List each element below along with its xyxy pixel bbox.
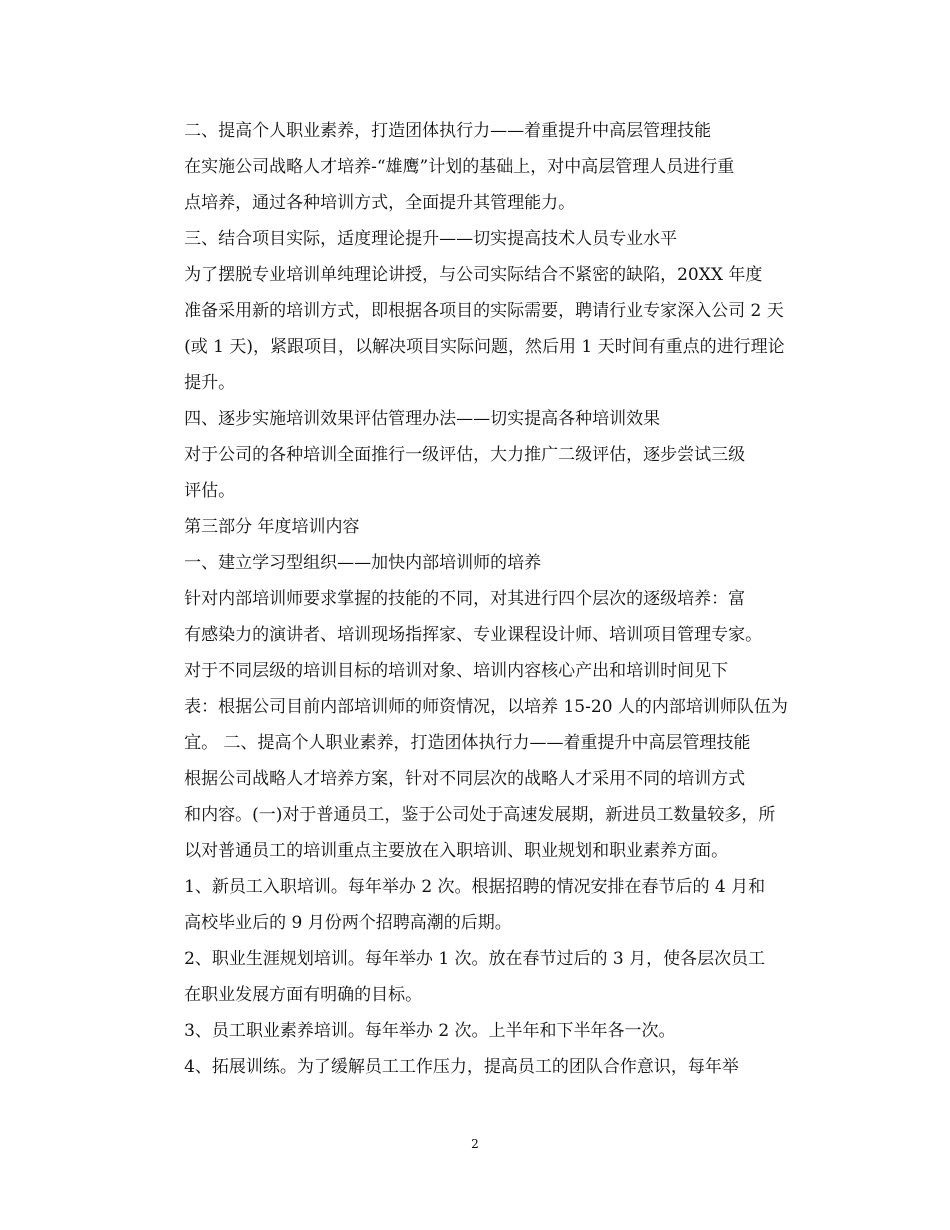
paragraph [145,1049,810,1085]
text-line: 点培养，通过各种培训方式，全面提升其管理能力。 [184,193,576,213]
paragraph [145,509,810,545]
text-line: 四、逐步实施培训效果评估管理办法——切实提高各种培训效果 [184,409,661,429]
text-line: 2、职业生涯规划培训。每年举办 1 次。放在春节过后的 3 月，使各层次员工 [184,949,766,969]
page-number: 2 [471,1137,479,1151]
text-line: 宜。 二、提高个人职业素养，打造团体执行力——着重提升中高层管理技能 [184,733,751,753]
text-line: 在职业发展方面有明确的目标。 [184,985,423,1005]
paragraph [145,437,810,509]
text-line: 表：根据公司目前内部培训师的师资情况，以培养 15-20 人的内部培训师队伍为 [184,697,788,717]
text-line: 对于不同层级的培训目标的培训对象、培训内容核心产出和培训时间见下 [184,661,729,681]
text-line: 1、新员工入职培训。每年举办 2 次。根据招聘的情况安排在春节后的 4 月和 [184,877,766,897]
paragraph [145,401,810,437]
text-line: 在实施公司战略人才培养-“雄鹰”计划的基础上，对中高层管理人员进行重 [184,157,735,177]
text-line: 以对普通员工的培训重点主要放在入职培训、职业规划和职业素养方面。 [184,841,729,861]
text-line: 提升。 [184,373,236,393]
text-line: 二、提高个人职业素养，打造团体执行力——着重提升中高层管理技能 [184,121,712,141]
paragraph [145,545,810,581]
text-line: 评估。 [184,481,236,501]
paragraph [145,1013,810,1049]
paragraph [145,941,810,1013]
text-line: 4、拓展训练。为了缓解员工工作压力，提高员工的团队合作意识，每年举 [184,1057,739,1077]
paragraph [145,869,810,941]
text-line: (或 1 天)，紧跟项目，以解决项目实际问题，然后用 1 天时间有重点的进行理论 [184,337,785,357]
paragraph [145,653,810,761]
document-body [145,113,810,1085]
text-line: 根据公司战略人才培养方案，针对不同层次的战略人才采用不同的培训方式 [184,769,746,789]
paragraph [145,113,810,149]
text-line: 一、建立学习型组织——加快内部培训师的培养 [184,553,542,573]
text-line: 三、结合项目实际，适度理论提升——切实提高技术人员专业水平 [184,229,678,249]
text-line: 和内容。(一)对于普通员工，鉴于公司处于高速发展期，新进员工数量较多，所 [184,805,776,825]
paragraph [145,149,810,221]
paragraph [145,581,810,653]
text-line: 高校毕业后的 9 月份两个招聘高潮的后期。 [184,913,512,933]
text-line: 准备采用新的培训方式，即根据各项目的实际需要，聘请行业专家深入公司 2 天 [184,301,784,321]
paragraph [145,761,810,869]
paragraph [145,221,810,257]
paragraph [145,257,810,401]
text-line: 第三部分 年度培训内容 [184,517,360,537]
text-line: 有感染力的演讲者、培训现场指挥家、专业课程设计师、培训项目管理专家。 [184,625,763,645]
text-line: 针对内部培训师要求掌握的技能的不同，对其进行四个层次的逐级培养：富 [184,589,746,609]
text-line: 3、员工职业素养培训。每年举办 2 次。上半年和下半年各一次。 [184,1021,676,1041]
text-line: 为了摆脱专业培训单纯理论讲授，与公司实际结合不紧密的缺陷，20XX 年度 [184,265,763,285]
text-line: 对于公司的各种培训全面推行一级评估，大力推广二级评估，逐步尝试三级 [184,445,746,465]
